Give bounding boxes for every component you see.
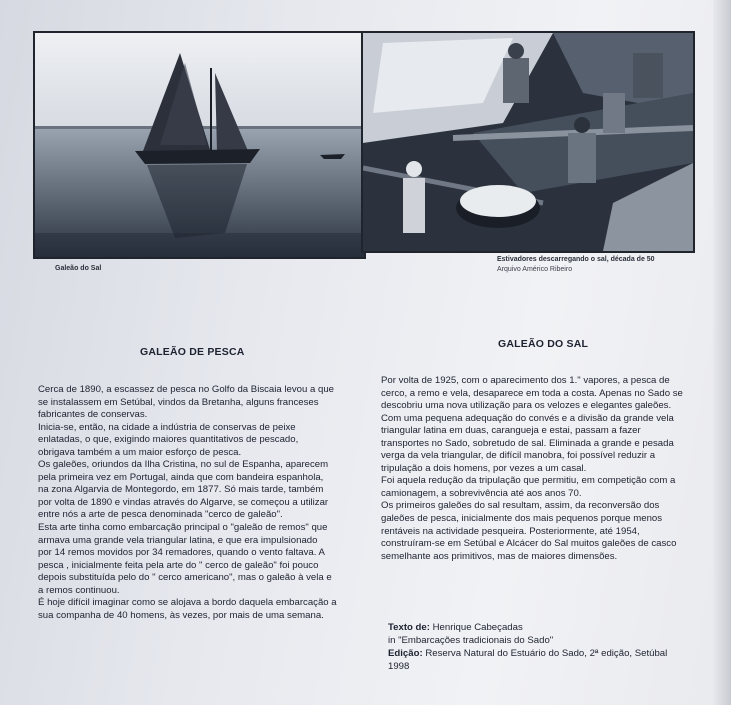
text-line: Foi aquela redução da tripulação que permitiu, em competição com a (381, 475, 676, 487)
left-section-title: GALEÃO DE PESCA (140, 346, 245, 358)
credit-edition-line (388, 647, 667, 660)
galeao-photo (33, 31, 366, 259)
credit-edition-label: Edição: (388, 648, 423, 659)
text-line: tripulação a dois homens, por vezes a um casal. (381, 462, 587, 474)
text-line: por volta de 1890 e vindas através do Algarve, se começou a utilizar (38, 496, 329, 508)
text-line: cerco, a remo e vela, desaparece em toda a costa. Apenas no Sado se (381, 387, 683, 399)
text-line: camionagem, a sobrevivência até aos anos 70. (381, 487, 582, 499)
text-line: Com uma pequena adequação do convés e a divisão da grande vela (381, 412, 674, 424)
right-photo-credit: Arquivo Américo Ribeiro (497, 266, 573, 273)
panel-edge (713, 0, 731, 705)
text-line: construíram-se em Setúbal e Alcácer do Sal muitos galeões de casco (381, 538, 677, 550)
text-line: galeões de pesca, inicialmente dos mais pequenos porque menos (381, 513, 663, 525)
credit-author-line (388, 621, 667, 634)
text-line: armava uma grande vela triangular latina, e que era impulsionado (38, 534, 318, 546)
text-line: semelhante aos primitivos, mas de maiores dimensões. (381, 550, 618, 562)
text-line: Inicia-se, então, na cidade a indústria de conservas de peixe (38, 421, 296, 433)
credit-author-label: Texto de: (388, 622, 430, 633)
credit-edition: Reserva Natural do Estuário do Sado, 2ª edição, Setúbal (425, 648, 668, 659)
text-line: descobriu uma nova utilização para os velozes e elegantes galeões. (381, 400, 672, 412)
text-line: pela primeira vez em Portugal, ainda que com bandeira espanhola, (38, 471, 324, 483)
text-line: entre nós a arte de pesca denominada "cerco de galeão". (38, 509, 283, 521)
text-line: se instalassem em Setúbal, vindos da Bretanha, alguns franceses (38, 396, 319, 408)
text-line: rentáveis na actividade pesqueira. Posteriormente, até 1954, (381, 525, 640, 537)
text-line: na zona Algarvia de Montegordo, em 1877. Só mais tarde, também (38, 484, 324, 496)
text-line: por 14 remos movidos por 34 remadores, quando o vento faltava. A (38, 547, 325, 559)
right-section-body (381, 375, 683, 563)
left-section-body (38, 384, 337, 622)
credit-year: 1998 (388, 661, 410, 672)
text-line: Os primeiros galeões do sal resultam, assim, da reconversão dos (381, 500, 660, 512)
text-line: a remos continuou. (38, 584, 120, 596)
text-line: Cerca de 1890, a escassez de pesca no Golfo da Biscaia levou a que (38, 384, 334, 395)
text-line: É hoje difícil imaginar como se alojava a bordo daquela embarcação a (38, 597, 337, 609)
text-line: Esta arte tinha como embarcação principal o "galeão de remos" que (38, 522, 328, 534)
left-photo-caption: Galeão do Sal (55, 265, 102, 272)
stevedores-photo (361, 31, 695, 253)
text-line: verga da vela triangular, de difícil manobra, foi possível reduzir a (381, 450, 656, 462)
right-section-title: GALEÃO DO SAL (498, 338, 589, 350)
text-line: depois substituída pelo do " cerco americano", mas o galeão à vela e (38, 572, 332, 584)
text-line: sua companha de 40 homens, às vezes, por mais de uma semana. (38, 609, 324, 621)
credits-block (388, 621, 667, 673)
credit-author: Henrique Cabeçadas (432, 622, 523, 633)
text-line: enlatadas, o que, exigindo maiores quantitativos de pescado, (38, 434, 299, 446)
credit-source: in "Embarcações tradicionais do Sado" (388, 635, 554, 646)
text-line: Os galeões, oriundos da Ilha Cristina, no sul de Espanha, aparecem (38, 459, 329, 471)
text-line: Por volta de 1925, com o aparecimento dos 1." vapores, a pesca de (381, 375, 670, 386)
text-line: transportes no Sado, sobretudo de sal. Eliminada a grande e pesada (381, 437, 674, 449)
right-photo-caption: Estivadores descarregando o sal, década de 50 (497, 256, 655, 263)
text-line: pesca , inicialmente feita pela arte do " cerco de galeão" foi pouco (38, 559, 319, 571)
text-line: fabricantes de conservas. (38, 409, 148, 421)
text-line: triangular latina em duas, carangueja e estai, passam a fazer (381, 425, 641, 437)
text-line: obrigava também a um maior esforço de pesca. (38, 446, 242, 458)
